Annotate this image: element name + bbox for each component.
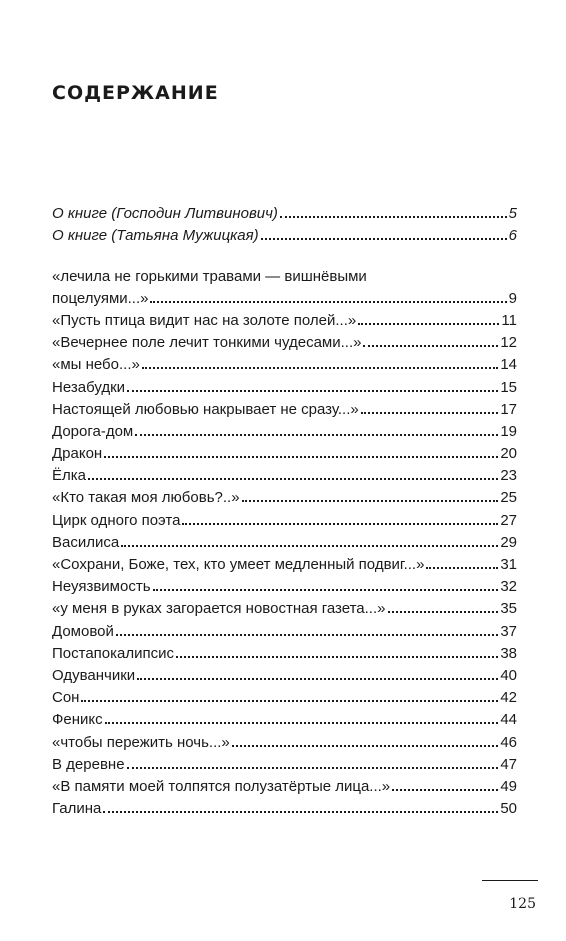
dot-leader (358, 323, 499, 325)
toc-entry-page: 23 (500, 467, 517, 485)
toc-entry-title: Ёлка (52, 467, 86, 485)
toc-entry (52, 662, 517, 684)
toc-entry-page: 50 (500, 800, 517, 818)
toc-entry (52, 307, 517, 329)
dot-leader (104, 456, 498, 458)
toc-entry-page: 17 (500, 400, 517, 418)
toc-entry-title: Цирк одного поэта (52, 511, 181, 529)
dot-leader (135, 434, 498, 436)
toc-entry-title: «чтобы пережить ночь...» (52, 733, 230, 751)
toc-entry-page: 35 (500, 600, 517, 618)
toc-entry-title: «Сохрани, Боже, тех, кто умеет медленный подвиг...» (52, 556, 425, 573)
toc-entry-page: 31 (500, 556, 517, 573)
toc-entry (52, 484, 517, 506)
toc-entry-title: «мы небо...» (52, 356, 140, 374)
dot-leader (103, 811, 498, 813)
toc-entry-page: 19 (500, 422, 517, 440)
toc-entry (52, 617, 517, 639)
dot-leader (392, 789, 498, 791)
dot-leader (363, 345, 498, 347)
toc-entry-title: «Вечернее поле лечит тонкими чудесами...» (52, 334, 362, 352)
toc-entry-page: 32 (500, 578, 517, 596)
dot-leader (232, 745, 499, 747)
toc-entry (52, 573, 517, 595)
toc-entry-title: «В памяти моей толпятся полузатёртые лица...» (52, 777, 391, 795)
toc-entry (52, 396, 517, 418)
dot-leader (127, 767, 499, 769)
dot-leader (121, 545, 498, 547)
toc-entry-page: 12 (500, 334, 517, 352)
toc-entry-page: 38 (500, 644, 517, 662)
toc-entry-title: Незабудки (52, 378, 126, 396)
toc-entry-page: 47 (500, 755, 517, 773)
toc-entry (52, 751, 517, 773)
dot-leader (153, 589, 499, 591)
toc-entry-page: 40 (500, 666, 517, 684)
intro-entries (52, 200, 517, 244)
dot-leader (116, 634, 498, 636)
dot-leader (137, 678, 498, 680)
toc-entry (52, 706, 517, 728)
toc-entry (52, 329, 517, 351)
section-gap (52, 244, 517, 262)
toc-entry-title: Постапокалипсис (52, 644, 174, 662)
dot-leader (127, 390, 498, 392)
toc-entry-page: 9 (508, 289, 517, 307)
toc-entry (52, 262, 517, 306)
dot-leader (176, 656, 498, 658)
toc-entry-page: 44 (500, 711, 517, 729)
toc-entry-title-line1: «лечила не горькими травами — вишнёвыми (52, 267, 367, 285)
dot-leader (388, 611, 499, 613)
toc-entry (52, 373, 517, 395)
dot-leader (242, 500, 499, 502)
toc-entry-page: 27 (500, 511, 517, 529)
toc-entry (52, 595, 517, 617)
toc-entry-title: Василиса (52, 533, 120, 551)
toc-entry-page: 29 (500, 533, 517, 551)
dot-leader (81, 700, 498, 702)
toc-entry-title: Одуванчики (52, 666, 136, 684)
toc-entry (52, 773, 517, 795)
dot-leader (361, 412, 499, 414)
toc-entry-page: 14 (500, 356, 517, 374)
toc-entry-page: 5 (508, 205, 517, 223)
toc-entry-title: Неуязвимость (52, 578, 151, 596)
toc-entry (52, 462, 517, 484)
toc-entry (52, 506, 517, 528)
toc-entry-title: «Кто такая моя любовь?..» (52, 489, 240, 507)
toc-entry (52, 222, 517, 244)
toc-entry-page: 20 (500, 445, 517, 463)
dot-leader (280, 216, 507, 218)
toc-entry-title: «у меня в руках загорается новостная газета...» (52, 600, 386, 618)
toc-entry-title: О книге (Господин Литвинович) (52, 205, 278, 223)
toc-entry (52, 728, 517, 750)
footer-rule (482, 880, 538, 881)
toc-entry-title: Сон (52, 689, 80, 707)
toc-entry-page: 42 (500, 689, 517, 707)
toc-entry-title: Домовой (52, 622, 114, 640)
toc-entry-title: Настоящей любовью накрывает не сразу...» (52, 400, 359, 418)
dot-leader (150, 301, 506, 303)
toc-entry-title-line2: поцелуями...» (52, 289, 149, 307)
toc-entry (52, 200, 517, 222)
toc-entry (52, 795, 517, 817)
dot-leader (105, 722, 499, 724)
page-title: СОДЕРЖАНИЕ (52, 82, 219, 104)
dot-leader (182, 523, 498, 525)
toc-entry (52, 684, 517, 706)
toc-entry (52, 440, 517, 462)
dot-leader (261, 238, 507, 240)
toc-entry (52, 640, 517, 662)
toc-entry-page: 6 (508, 227, 517, 245)
toc-entry-page: 49 (500, 777, 517, 795)
toc-entry-title: Дорога-дом (52, 422, 134, 440)
toc-entry-title: В деревне (52, 755, 125, 773)
dot-leader (426, 567, 498, 569)
toc-entry-page: 46 (500, 733, 517, 751)
toc-entry-title: Феникс (52, 711, 103, 729)
toc-entry-title: «Пусть птица видит нас на золоте полей...» (52, 311, 357, 329)
poem-entries (52, 307, 517, 817)
toc-entry-page: 37 (500, 622, 517, 640)
page-number: 125 (509, 896, 536, 912)
toc-entry (52, 351, 517, 373)
toc-entry-page: 15 (500, 378, 517, 396)
dot-leader (88, 478, 498, 480)
table-of-contents (52, 200, 517, 817)
toc-entry-page: 11 (501, 311, 517, 329)
toc-entry-title: Дракон (52, 445, 103, 463)
toc-entry (52, 551, 517, 573)
toc-entry (52, 418, 517, 440)
toc-entry (52, 529, 517, 551)
dot-leader (142, 367, 498, 369)
toc-entry-title: О книге (Татьяна Мужицкая) (52, 227, 259, 245)
toc-entry-page: 25 (500, 489, 517, 507)
toc-entry-title: Галина (52, 800, 102, 818)
